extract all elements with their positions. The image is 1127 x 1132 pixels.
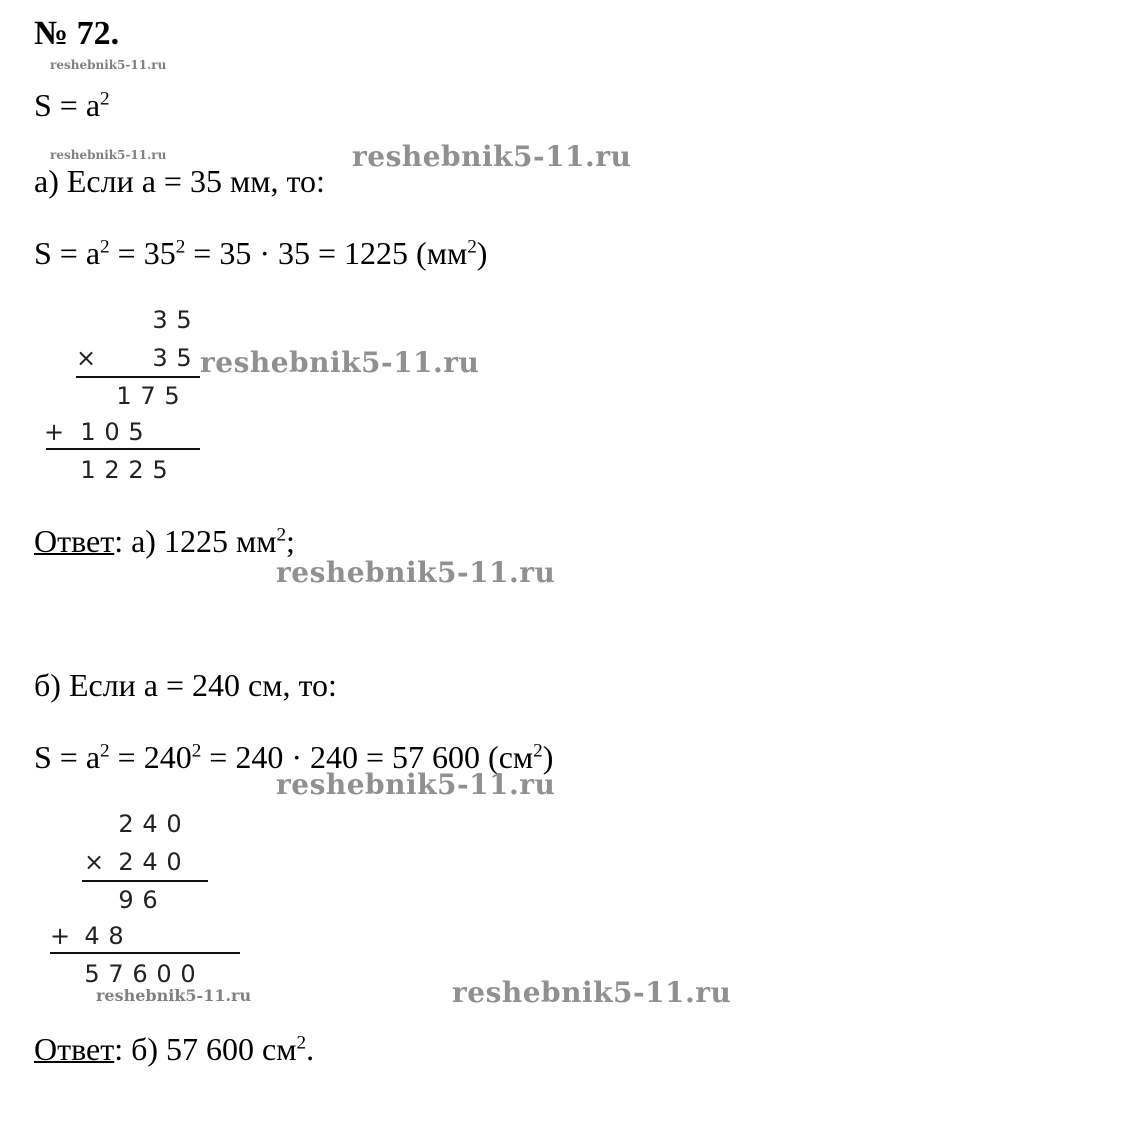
column-row — [114, 848, 186, 876]
digit: 0 — [166, 810, 182, 838]
digit: 0 — [180, 960, 196, 988]
part-a-answer — [34, 522, 295, 560]
column-rule — [82, 880, 208, 882]
area-formula — [34, 86, 110, 124]
column-row — [80, 922, 128, 950]
digit: 4 — [142, 848, 158, 876]
column-row — [148, 344, 196, 372]
digit: 0 — [166, 848, 182, 876]
calc-text: S = a — [34, 235, 101, 271]
answer-label: Ответ — [34, 523, 115, 559]
digit: 7 — [108, 960, 124, 988]
digit: 5 — [84, 960, 100, 988]
column-rule — [46, 448, 200, 450]
column-rule — [76, 376, 200, 378]
column-row — [114, 886, 162, 914]
answer-text: . — [306, 1031, 315, 1067]
column-operator: × — [76, 344, 97, 372]
digit: 5 — [176, 344, 192, 372]
digit: 6 — [132, 960, 148, 988]
digit: 1 — [80, 456, 96, 484]
answer-text: : б) 57 600 см — [114, 1031, 297, 1067]
problem-title: № 72. — [34, 15, 120, 52]
calc-text: ) — [542, 739, 554, 775]
part-b-answer — [34, 1030, 314, 1068]
calc-text: = 35 · 35 = 1225 (мм — [185, 235, 468, 271]
digit: 9 — [118, 886, 134, 914]
superscript: 2 — [533, 740, 543, 762]
digit: 8 — [108, 922, 124, 950]
column-operator: + — [50, 922, 71, 950]
watermark-small: reshebnik5-11.ru — [50, 148, 167, 162]
digit: 2 — [128, 456, 144, 484]
answer-text: : а) 1225 мм — [114, 523, 277, 559]
column-row — [112, 382, 184, 410]
calc-text: ) — [476, 235, 488, 271]
answer-text: ; — [286, 523, 295, 559]
watermark-small: reshebnik5-11.ru — [96, 986, 252, 1005]
part-a-condition: а) Если а = 35 мм, то: — [34, 163, 325, 199]
digit: 7 — [140, 382, 156, 410]
column-operator: × — [84, 848, 105, 876]
column-row — [76, 418, 148, 446]
digit: 1 — [116, 382, 132, 410]
superscript: 2 — [276, 524, 287, 546]
part-b-condition: б) Если а = 240 см, то: — [34, 667, 337, 703]
formula-base: S = a — [34, 87, 101, 123]
digit: 3 — [152, 344, 168, 372]
digit: 2 — [118, 810, 134, 838]
digit: 5 — [164, 382, 180, 410]
digit: 4 — [142, 810, 158, 838]
digit: 6 — [142, 886, 158, 914]
column-rule — [50, 952, 240, 954]
superscript: 2 — [100, 236, 110, 258]
watermark-large: reshebnik5-11.ru — [452, 976, 732, 1009]
digit: 2 — [118, 848, 134, 876]
digit: 5 — [152, 456, 168, 484]
watermark-small: reshebnik5-11.ru — [50, 58, 167, 72]
column-result — [80, 960, 200, 988]
calc-text: = 35 — [109, 235, 176, 271]
column-row — [148, 306, 196, 334]
digit: 4 — [84, 922, 100, 950]
part-a-calculation — [34, 234, 487, 272]
digit: 2 — [104, 456, 120, 484]
superscript: 2 — [467, 236, 477, 258]
digit: 5 — [176, 306, 192, 334]
superscript: 2 — [296, 1032, 307, 1054]
digit: 3 — [152, 306, 168, 334]
calc-text: = 240 · 240 = 57 600 (см — [201, 739, 534, 775]
superscript: 2 — [100, 740, 110, 762]
watermark-large: reshebnik5-11.ru — [200, 346, 480, 379]
column-operator: + — [44, 418, 65, 446]
digit: 1 — [80, 418, 96, 446]
digit: 0 — [104, 418, 120, 446]
digit: 0 — [156, 960, 172, 988]
formula-exponent: 2 — [100, 88, 110, 110]
watermark-large: reshebnik5-11.ru — [352, 140, 632, 173]
watermark-large: reshebnik5-11.ru — [276, 556, 556, 589]
calc-text: S = a — [34, 739, 101, 775]
column-row — [114, 810, 186, 838]
superscript: 2 — [175, 236, 186, 258]
column-result — [76, 456, 172, 484]
answer-label: Ответ — [34, 1031, 115, 1067]
superscript: 2 — [191, 740, 202, 762]
watermark-large: reshebnik5-11.ru — [276, 768, 556, 801]
digit: 5 — [128, 418, 144, 446]
calc-text: = 240 — [109, 739, 192, 775]
